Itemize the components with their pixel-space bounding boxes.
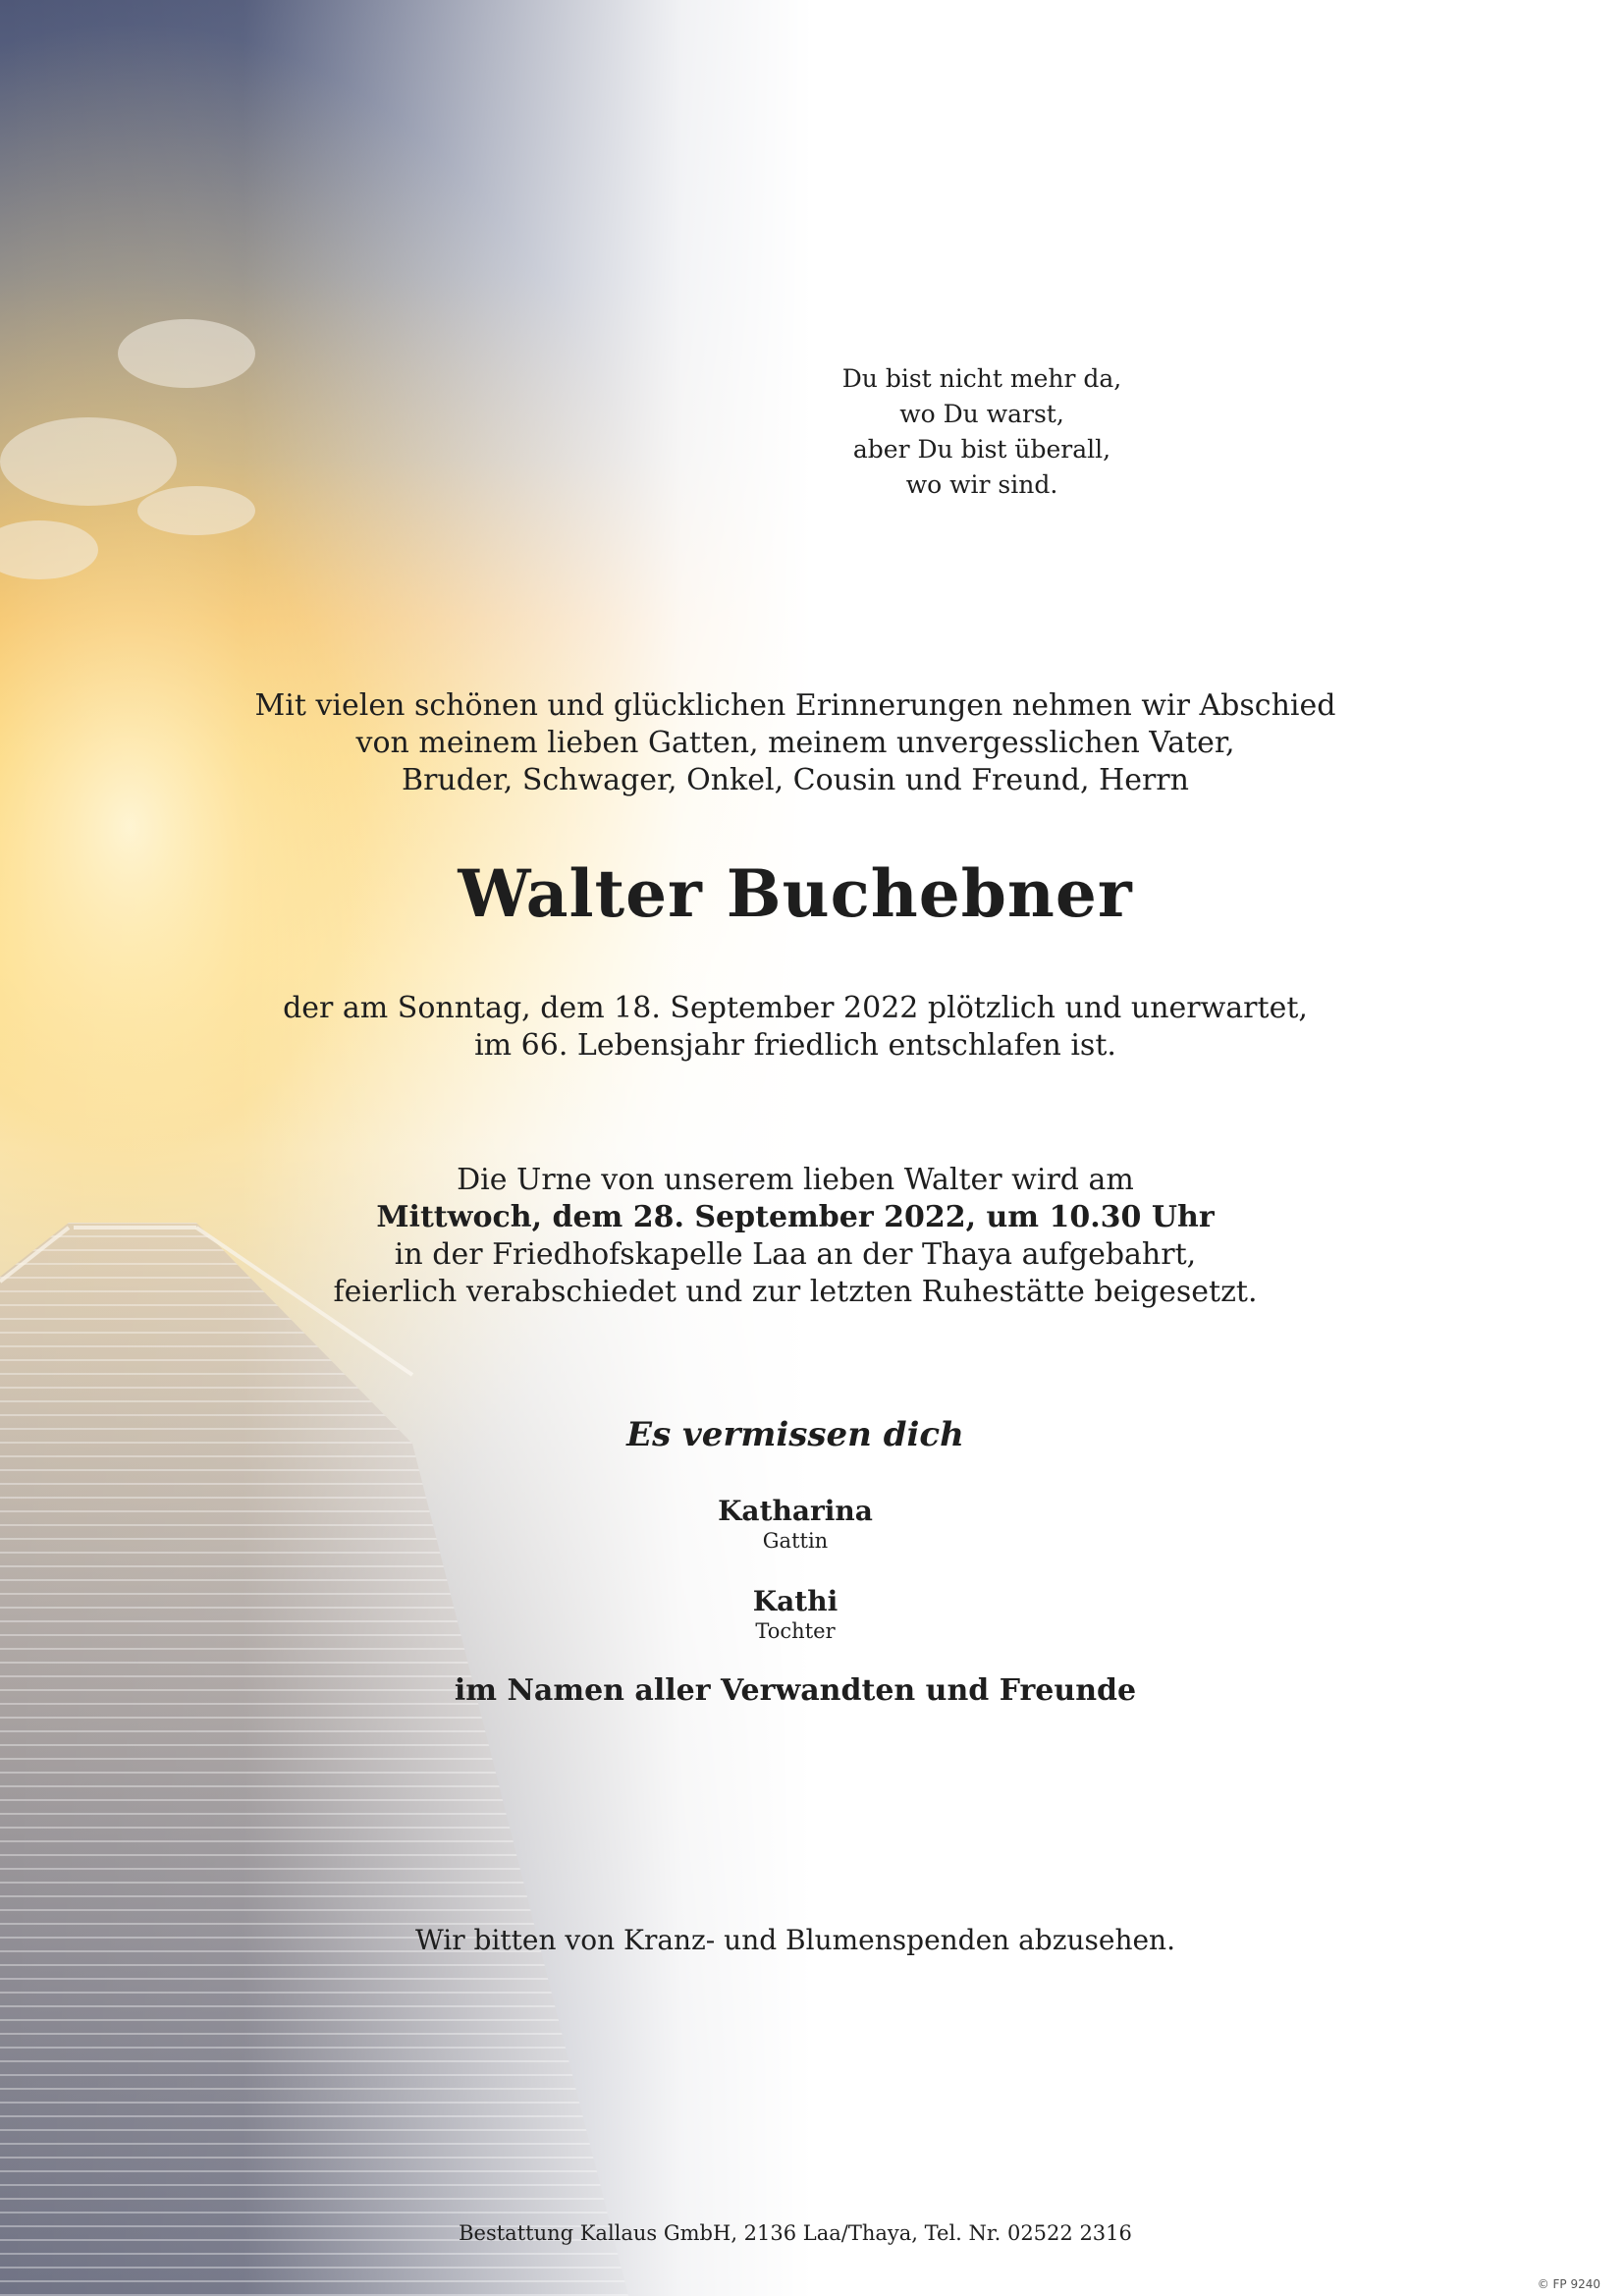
mourner-relation: Tochter [755, 1619, 836, 1643]
poem-line: wo Du warst, [899, 400, 1064, 428]
death-notice [245, 990, 1345, 1065]
mourner-relation: Gattin [762, 1529, 829, 1553]
urn-line: in der Friedhofskapelle Laa an der Thaya aufgebahrt, [394, 1237, 1197, 1272]
poem-line: aber Du bist überall, [852, 435, 1111, 464]
mourner [491, 1495, 1100, 1554]
template-code: © FP 9240 [1537, 2277, 1600, 2291]
death-line: der am Sonntag, dem 18. September 2022 plötzlich und unerwartet, [283, 991, 1308, 1025]
urn-line: Die Urne von unserem lieben Walter wird am [457, 1163, 1134, 1197]
ceremony-date: Mittwoch, dem 28. September 2022, um 10.30 Uhr [376, 1200, 1215, 1234]
mourner-name: Katharina [718, 1495, 873, 1527]
intro-line: Mit vielen schönen und glücklichen Erinnerungen nehmen wir Abschied [254, 688, 1336, 723]
donation-request: Wir bitten von Kranz- und Blumenspenden abzusehen. [415, 1924, 1175, 1956]
poem-line: wo wir sind. [905, 470, 1058, 499]
deceased-name: Walter Buchebner [458, 855, 1133, 932]
relatives-line: im Namen aller Verwandten und Freunde [454, 1673, 1137, 1708]
farewell-intro [245, 687, 1345, 799]
mourner [491, 1585, 1100, 1644]
intro-line: von meinem lieben Gatten, meinem unvergesslichen Vater, [355, 726, 1235, 760]
mourner-name: Kathi [752, 1585, 839, 1617]
mourners-heading: Es vermissen dich [626, 1415, 964, 1454]
poem [727, 361, 1237, 503]
urn-ceremony-info [245, 1162, 1345, 1311]
poem-line: Du bist nicht mehr da, [841, 364, 1122, 393]
funeral-home-footer: Bestattung Kallaus GmbH, 2136 Laa/Thaya, Tel. Nr. 02522 2316 [459, 2221, 1132, 2245]
death-line: im 66. Lebensjahr friedlich entschlafen ist. [474, 1028, 1116, 1063]
urn-line: feierlich verabschiedet und zur letzten Ruhestätte beigesetzt. [333, 1275, 1258, 1309]
intro-line: Bruder, Schwager, Onkel, Cousin und Freund, Herrn [402, 763, 1189, 797]
